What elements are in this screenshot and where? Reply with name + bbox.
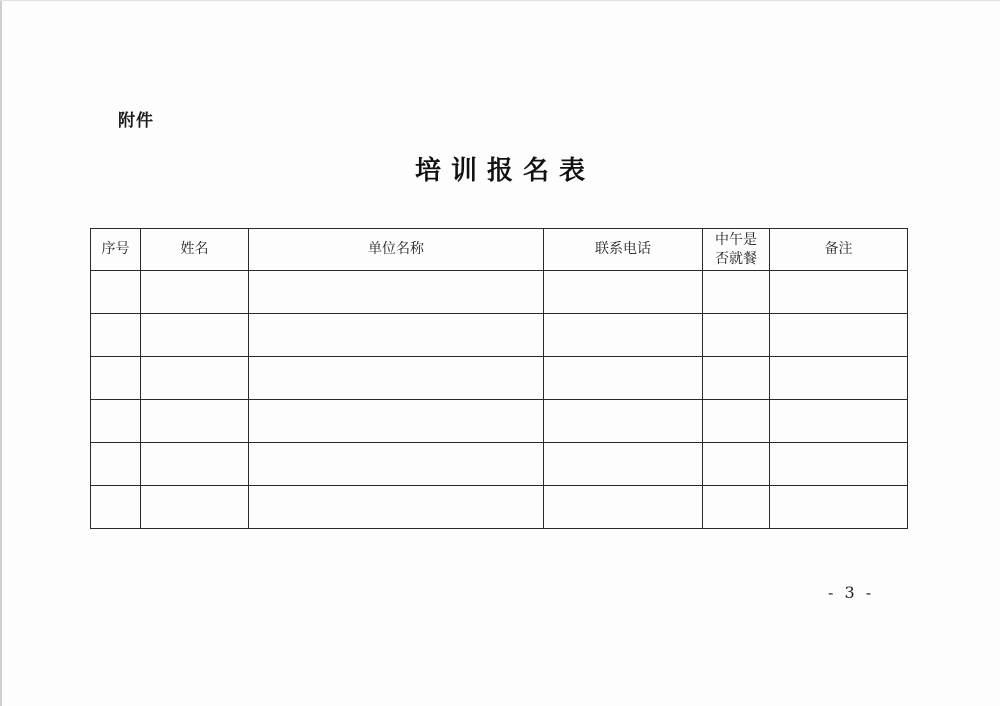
cell-unit[interactable] [249, 271, 544, 314]
cell-lunch[interactable] [703, 357, 770, 400]
cell-phone[interactable] [544, 486, 703, 529]
registration-table [90, 228, 908, 529]
cell-name[interactable] [141, 400, 249, 443]
cell-remarks[interactable] [770, 357, 908, 400]
page-number: - 3 - [828, 583, 875, 602]
cell-lunch[interactable] [703, 443, 770, 486]
cell-unit[interactable] [249, 486, 544, 529]
cell-phone[interactable] [544, 400, 703, 443]
cell-seq[interactable] [91, 271, 141, 314]
table-row [91, 314, 908, 357]
cell-unit[interactable] [249, 357, 544, 400]
column-header-unit: 单位名称 [249, 229, 544, 271]
cell-phone[interactable] [544, 271, 703, 314]
cell-seq[interactable] [91, 314, 141, 357]
cell-name[interactable] [141, 486, 249, 529]
table-row [91, 271, 908, 314]
column-header-seq: 序号 [91, 229, 141, 271]
cell-seq[interactable] [91, 443, 141, 486]
scan-edge-top [0, 0, 1000, 1]
cell-lunch[interactable] [703, 314, 770, 357]
form-title: 培训报名表 [414, 156, 595, 186]
column-header-lunch-line1: 中午是 [715, 231, 757, 248]
cell-remarks[interactable] [770, 443, 908, 486]
cell-remarks[interactable] [770, 486, 908, 529]
cell-phone[interactable] [544, 314, 703, 357]
cell-lunch[interactable] [703, 271, 770, 314]
cell-remarks[interactable] [770, 314, 908, 357]
cell-lunch[interactable] [703, 486, 770, 529]
table-body [91, 271, 908, 529]
attachment-label: 附件 [118, 111, 154, 131]
column-header-lunch [703, 229, 770, 271]
table-row [91, 357, 908, 400]
cell-unit[interactable] [249, 400, 544, 443]
table-row [91, 443, 908, 486]
cell-name[interactable] [141, 271, 249, 314]
cell-name[interactable] [141, 357, 249, 400]
cell-seq[interactable] [91, 400, 141, 443]
table-row [91, 400, 908, 443]
cell-unit[interactable] [249, 443, 544, 486]
cell-name[interactable] [141, 314, 249, 357]
column-header-name: 姓名 [141, 229, 249, 271]
cell-seq[interactable] [91, 357, 141, 400]
table-header-row [91, 229, 908, 271]
cell-remarks[interactable] [770, 400, 908, 443]
cell-unit[interactable] [249, 314, 544, 357]
cell-name[interactable] [141, 443, 249, 486]
table-row [91, 486, 908, 529]
column-header-lunch-line2: 否就餐 [715, 250, 757, 267]
scan-edge-left [0, 0, 2, 706]
column-header-phone: 联系电话 [544, 229, 703, 271]
column-header-remarks: 备注 [770, 229, 908, 271]
cell-seq[interactable] [91, 486, 141, 529]
cell-remarks[interactable] [770, 271, 908, 314]
cell-phone[interactable] [544, 357, 703, 400]
cell-lunch[interactable] [703, 400, 770, 443]
cell-phone[interactable] [544, 443, 703, 486]
